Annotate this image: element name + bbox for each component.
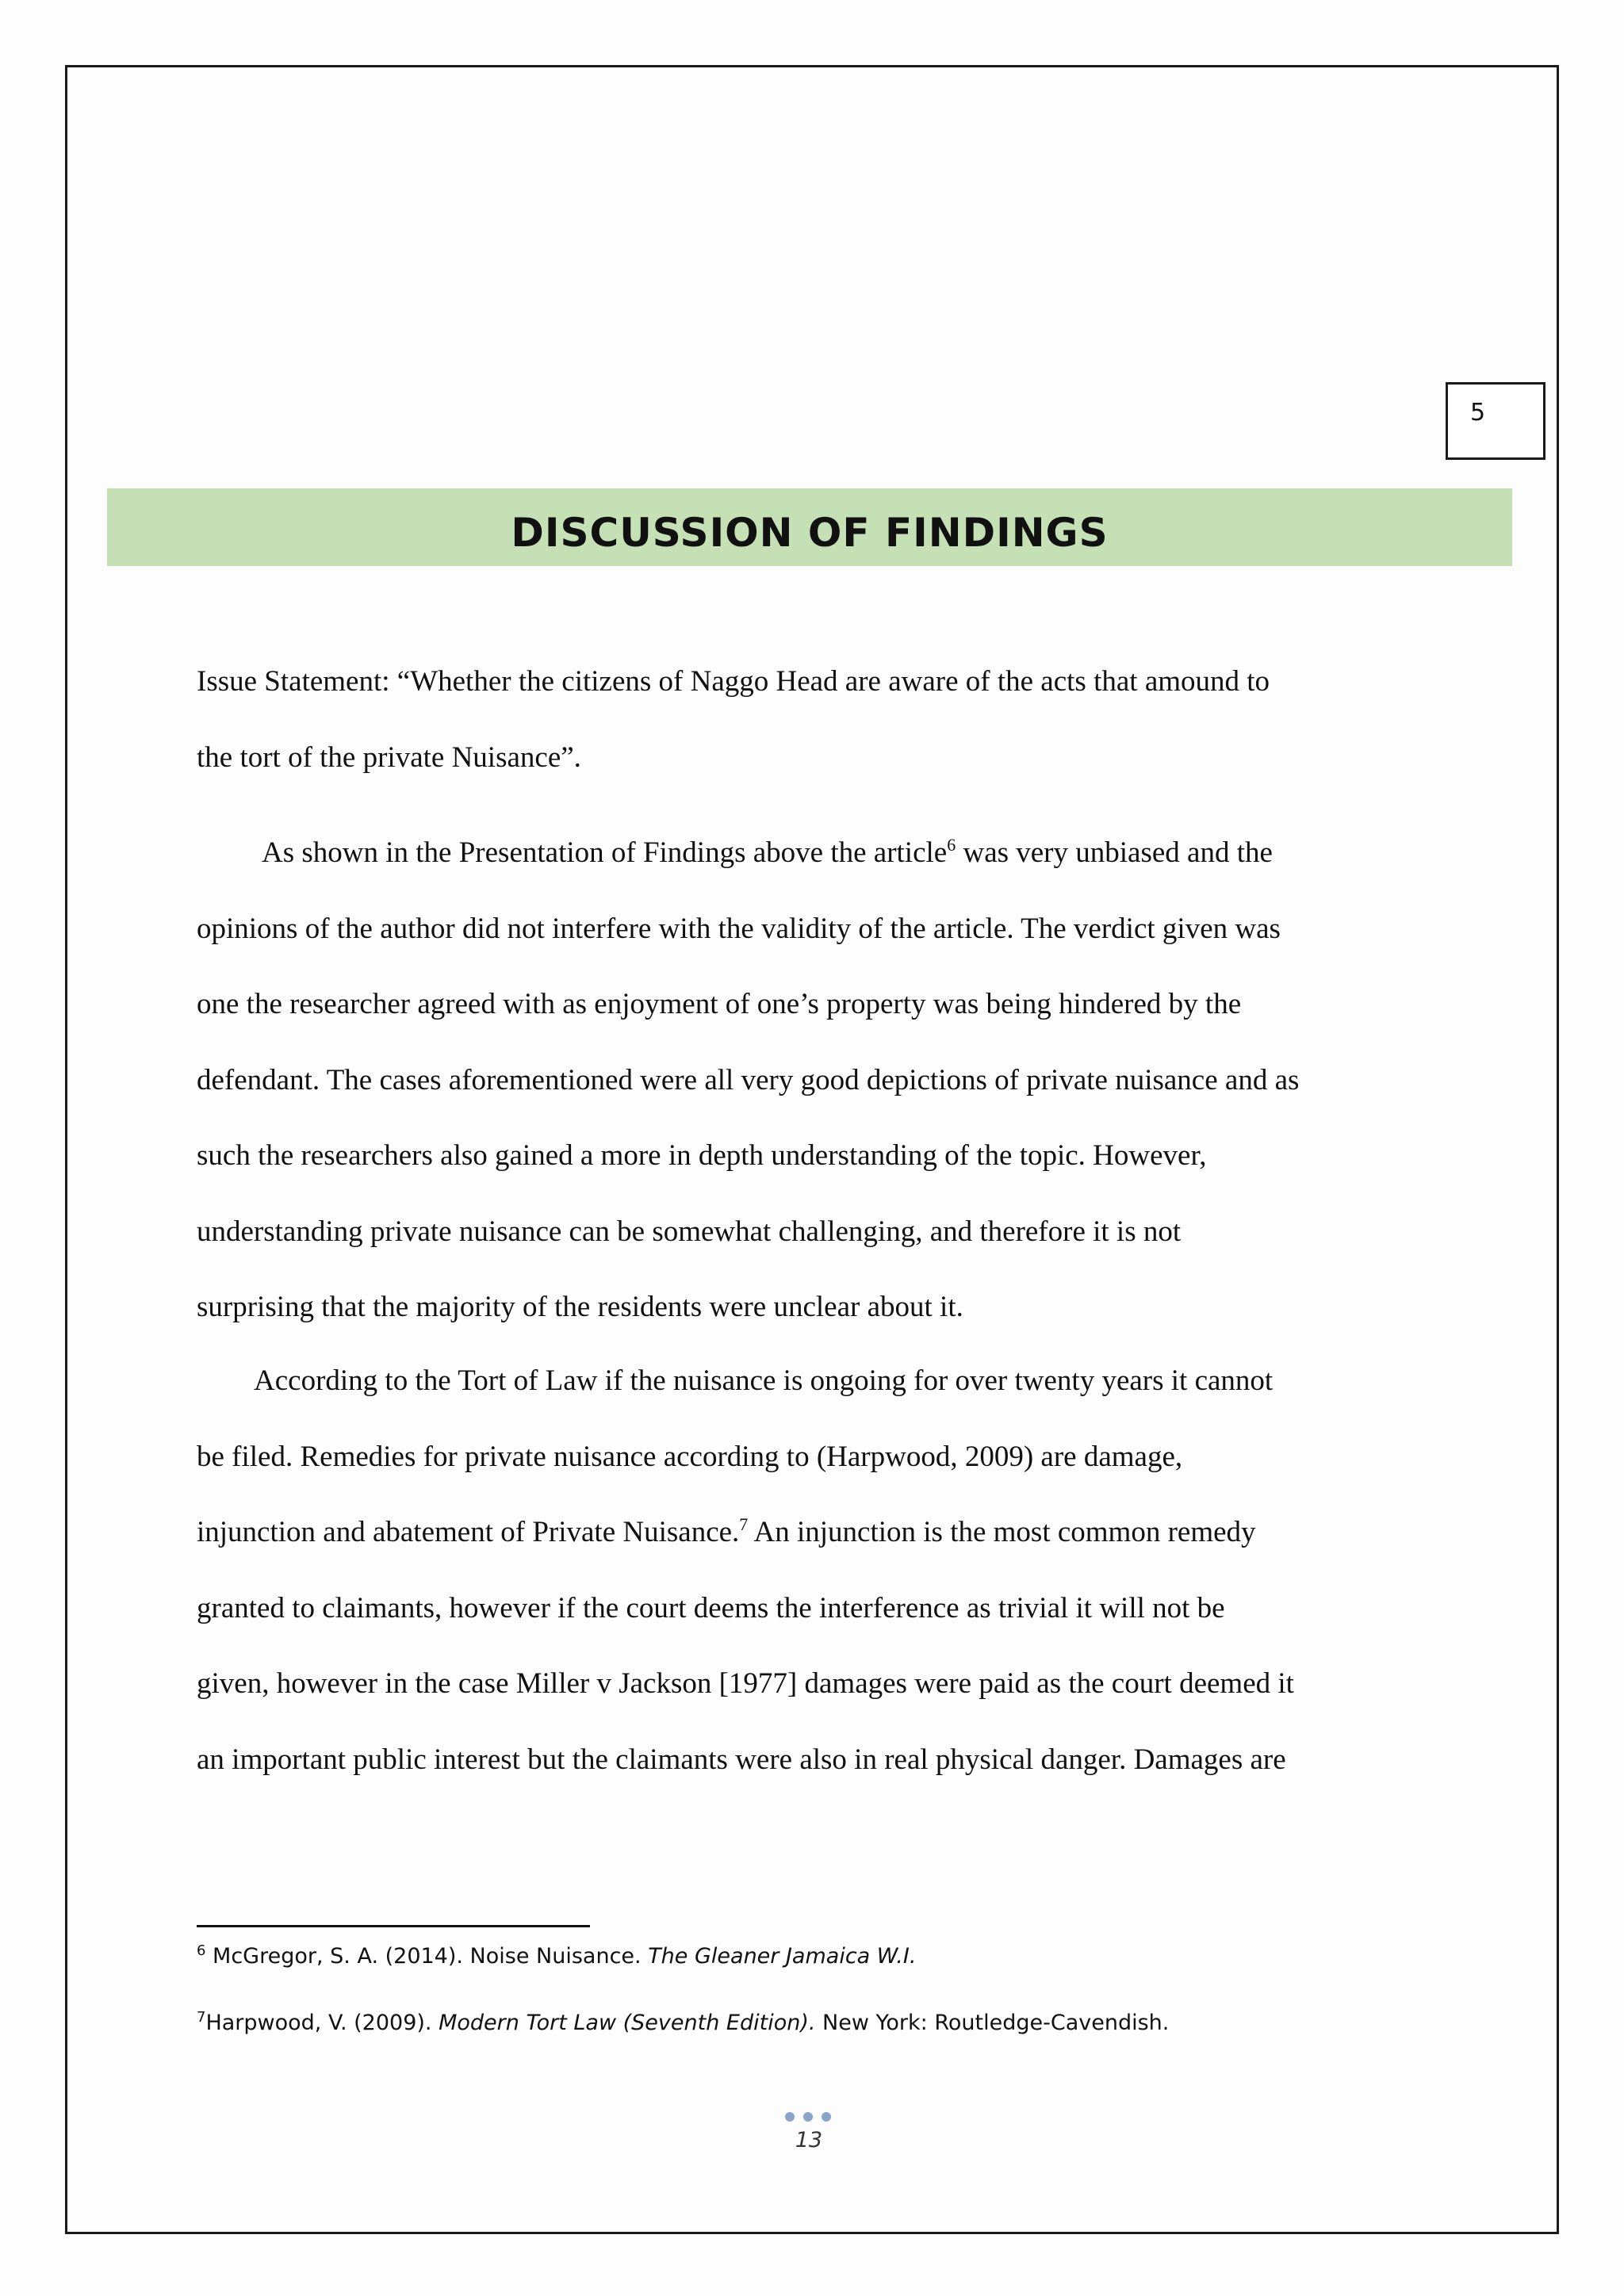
footnote-mark: 6 <box>197 1942 206 1959</box>
text-line: Issue Statement: “Whether the citizens of Naggo Head are aware of the acts that amound to <box>197 665 1270 698</box>
text-line: the tort of the private Nuisance”. <box>197 740 581 774</box>
footnote-ref-6: 6 <box>947 835 956 855</box>
footnote-separator <box>197 1925 590 1927</box>
footnote-mark: 7 <box>197 2009 206 2026</box>
text-line: opinions of the author did not interfere with the validity of the article. The verdict given was <box>197 912 1281 945</box>
text-line: As shown in the Presentation of Findings above the article$^6$ was very unbiased and the <box>262 835 1273 869</box>
footnote-6: $^6$ McGregor, S. A. (2014). Noise Nuisance. The Gleaner Jamaica W.I. <box>197 1942 917 1969</box>
page-number: 13 <box>795 2128 823 2152</box>
text-line: defendant. The cases aforementioned were all very good depictions of private nuisance and as <box>197 1063 1300 1096</box>
page-title: DISCUSSION OF FINDINGS <box>511 510 1109 556</box>
text-line: such the researchers also gained a more in depth understanding of the topic. However, <box>197 1139 1207 1172</box>
section-number-box <box>1446 382 1545 460</box>
text-line: According to the Tort of Law if the nuisance is ongoing for over twenty years it cannot <box>254 1364 1274 1397</box>
text-line: an important public interest but the claimants were also in real physical danger. Damages are <box>197 1743 1286 1776</box>
text-line: understanding private nuisance can be somewhat challenging, and therefore it is not <box>197 1215 1182 1248</box>
text-line: granted to claimants, however if the court deems the interference as trivial it will not be <box>197 1591 1225 1624</box>
section-number: 5 <box>1470 399 1486 427</box>
heading-band <box>107 488 1512 566</box>
paragraph-2 <box>197 1343 1457 1797</box>
text-line: one the researcher agreed with as enjoyment of one’s property was being hindered by the <box>197 988 1242 1020</box>
text-line: surprising that the majority of the residents were unclear about it. <box>197 1291 963 1323</box>
text-line: given, however in the case Miller v Jackson [1977] damages were paid as the court deemed it <box>197 1667 1294 1700</box>
text-line: be filed. Remedies for private nuisance according to (Harpwood, 2009) are damage, <box>197 1440 1183 1473</box>
footnote-ref-7: 7 <box>739 1514 749 1534</box>
issue-statement <box>197 644 1457 795</box>
footnote-7: $^7$Harpwood, V. (2009). Modern Tort Law (Seventh Edition). New York: Routledge-Cavendish. <box>197 2009 1170 2035</box>
footer-dots-icon <box>785 2112 831 2122</box>
paragraph-1 <box>197 815 1457 1345</box>
text-line: injunction and abatement of Private Nuisance.$^7$ An injunction is the most common remedy <box>197 1514 1256 1548</box>
